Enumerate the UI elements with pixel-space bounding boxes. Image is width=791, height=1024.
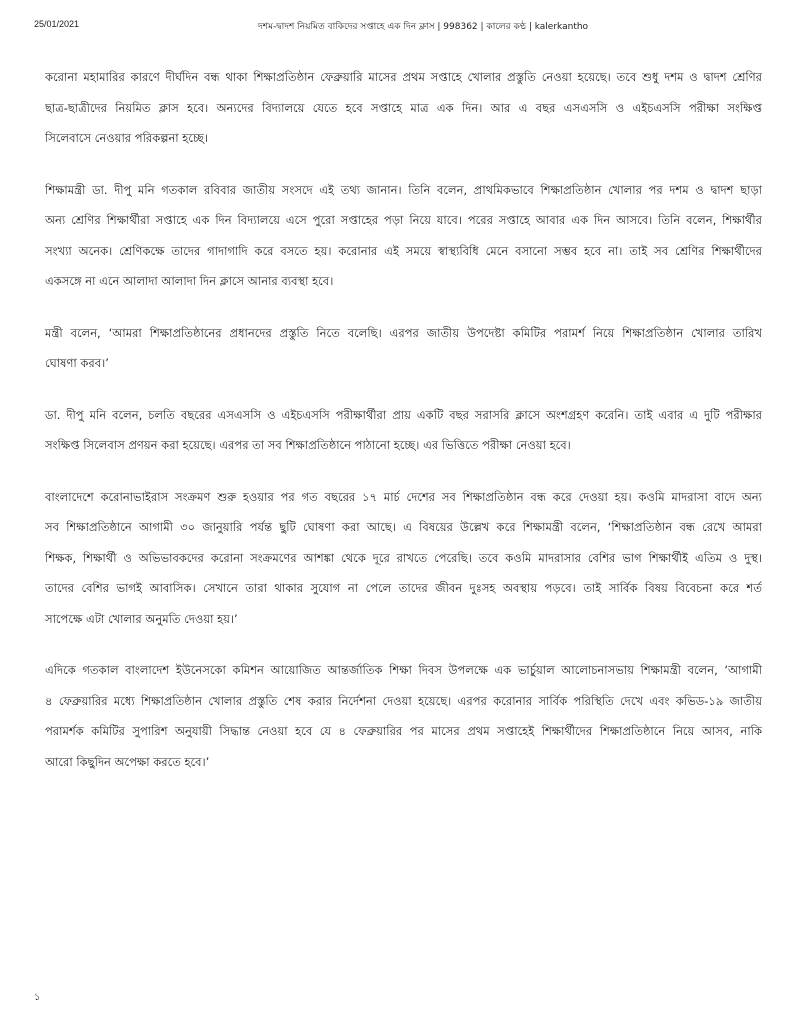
paragraph-line: সব শিক্ষাপ্রতিষ্ঠানে আগামী ৩০ জানুয়ারি পর্যন্ত ছুটি ঘোষণা করা আছে। এ বিষয়ের উল্লেখ করে শিক্ষামন্ত্রী বলেন, ‘শিক্ষাপ্রতিষ্ঠান বন্ধ রেখে আমরা [45, 520, 762, 534]
page-number: ১ [34, 992, 41, 1003]
paragraph-line: বাংলাদেশে করোনাভাইরাস সংক্রমণ শুরু হওয়ার পর গত বছরের ১৭ মার্চ দেশের সব শিক্ষাপ্রতিষ্ঠান বন্ধ করে দেওয়া হয়। কওমি মাদরাসা বাদে অন্য [45, 489, 762, 504]
paragraph-line: আরো কিছুদিন অপেক্ষা করতে হবে।’ [45, 754, 210, 769]
paragraph-line: ঘোষণা করব।’ [45, 356, 109, 370]
paragraph-line: সংক্ষিপ্ত সিলেবাস প্রণয়ন করা হয়েছে। এরপর তা সব শিক্ষাপ্রতিষ্ঠানে পাঠানো হচ্ছে। এর ভিত্তিতে পরীক্ষা নেওয়া হবে। [45, 438, 571, 452]
paragraph-line: ডা. দীপু মনি বলেন, চলতি বছরের এসএসসি ও এইচএসসি পরীক্ষার্থীরা প্রায় একটি বছর সরাসরি ক্লাসে অংশগ্রহণ করেনি। তাই এবার এ দুটি পরীক্ষার [45, 407, 762, 422]
paragraph-line: শিক্ষামন্ত্রী ডা. দীপু মনি গতকাল রবিবার জাতীয় সংসদে এই তথ্য জানান। তিনি বলেন, প্রাথমিকভাবে শিক্ষাপ্রতিষ্ঠান খোলার পর দশম ও দ্বাদশ ছাড়া [45, 182, 762, 197]
paragraph-line: পরামর্শক কমিটির সুপারিশ অনুযায়ী সিদ্ধান্ত নেওয়া হবে যে ৪ ফেব্রুয়ারির পর মাসের প্রথম সপ্তাহেই শিক্ষার্থীদের শিক্ষাপ্রতিষ্ঠানে নিয়ে আসব, নাকি [45, 724, 762, 738]
paragraph-line: সিলেবাসে নেওয়ার পরিকল্পনা হচ্ছে। [45, 131, 208, 145]
paragraph-line: একসঙ্গে না এনে আলাদা আলাদা দিন ক্লাসে আনার ব্যবস্থা হবে। [45, 274, 334, 288]
article-paragraph [45, 175, 762, 297]
paragraph-line: শিক্ষক, শিক্ষার্থী ও অভিভাবকদের করোনা সংক্রমণের আশঙ্কা থেকে দূরে রাখতে পেরেছি। তবে কওমি মাদরাসার বেশির ভাগ শিক্ষার্থীই এতিম ও দুস্থ। [45, 550, 762, 565]
paragraph-line: মন্ত্রী বলেন, ‘আমরা শিক্ষাপ্রতিষ্ঠানের প্রধানদের প্রস্তুতি নিতে বলেছি। এরপর জাতীয় উপদেষ্টা কমিটির পরামর্শ নিয়ে শিক্ষাপ্রতিষ্ঠান খোলার তারিখ [45, 325, 762, 340]
article-paragraph [45, 482, 762, 635]
paragraph-line: এদিকে গতকাল বাংলাদেশ ইউনেসকো কমিশন আয়োজিত আন্তর্জাতিক শিক্ষা দিবস উপলক্ষে এক ভার্চুয়াল আলোচনাসভায় শিক্ষামন্ত্রী বলেন, ‘আগামী [45, 663, 762, 677]
paragraph-line: অন্য শ্রেণির শিক্ষার্থীরা সপ্তাহে এক দিন বিদ্যালয়ে এসে পুরো সপ্তাহের পড়া নিয়ে যাবে। পরের সপ্তাহে আবার এক দিন আসবে। তিনি বলেন, শিক্ষার্থীর [45, 213, 762, 227]
paragraph-line: তাদের বেশির ভাগই আবাসিক। সেখানে তারা থাকার সুযোগ না পেলে তাদের জীবন দুঃসহ অবস্থায় পড়বে। তাই সার্বিক বিষয় বিবেচনা করে শর্ত [45, 581, 762, 595]
paragraph-line: সাপেক্ষে এটা খোলার অনুমতি দেওয়া হয়।’ [45, 611, 238, 626]
paragraph-line: সংখ্যা অনেক। শ্রেণিকক্ষে তাদের গাদাগাদি করে বসতে হয়। করোনার এই সময়ে স্বাস্থ্যবিধি মেনে বসানো সম্ভব হবে না। তাই সব শ্রেণির শিক্ষার্থীদের [45, 243, 762, 258]
article-body [45, 62, 762, 798]
article-paragraph [45, 400, 762, 461]
article-paragraph [45, 62, 762, 154]
document-title: দশম-দ্বাদশ নিয়মিত বাকিদের সপ্তাহে এক দিন ক্লাস | 998362 | কালের কণ্ঠ | kalerkantho [258, 22, 589, 32]
article-paragraph [45, 318, 762, 379]
paragraph-line: ছাত্র-ছাত্রীদের নিয়মিত ক্লাস হবে। অন্যদের বিদ্যালয়ে যেতে হবে সপ্তাহে মাত্র এক দিন। আর এ বছর এসএসসি ও এইচএসসি পরীক্ষা সংক্ষিপ্ত [45, 100, 762, 115]
print-date: 25/01/2021 [34, 19, 80, 29]
paragraph-line: ৪ ফেব্রুয়ারির মধ্যে শিক্ষাপ্রতিষ্ঠান খোলার প্রস্তুতি শেষ করার নির্দেশনা দেওয়া হয়েছে। এরপর করোনার সার্বিক পরিস্থিতি দেখে এবং কভিড-১৯ জাতীয় [45, 693, 762, 708]
article-paragraph [45, 655, 762, 777]
paragraph-line: করোনা মহামারির কারণে দীর্ঘদিন বন্ধ থাকা শিক্ষাপ্রতিষ্ঠান ফেব্রুয়ারি মাসের প্রথম সপ্তাহে খোলার প্রস্তুতি নেওয়া হয়েছে। তবে শুধু দশম ও দ্বাদশ শ্রেণির [45, 70, 762, 84]
